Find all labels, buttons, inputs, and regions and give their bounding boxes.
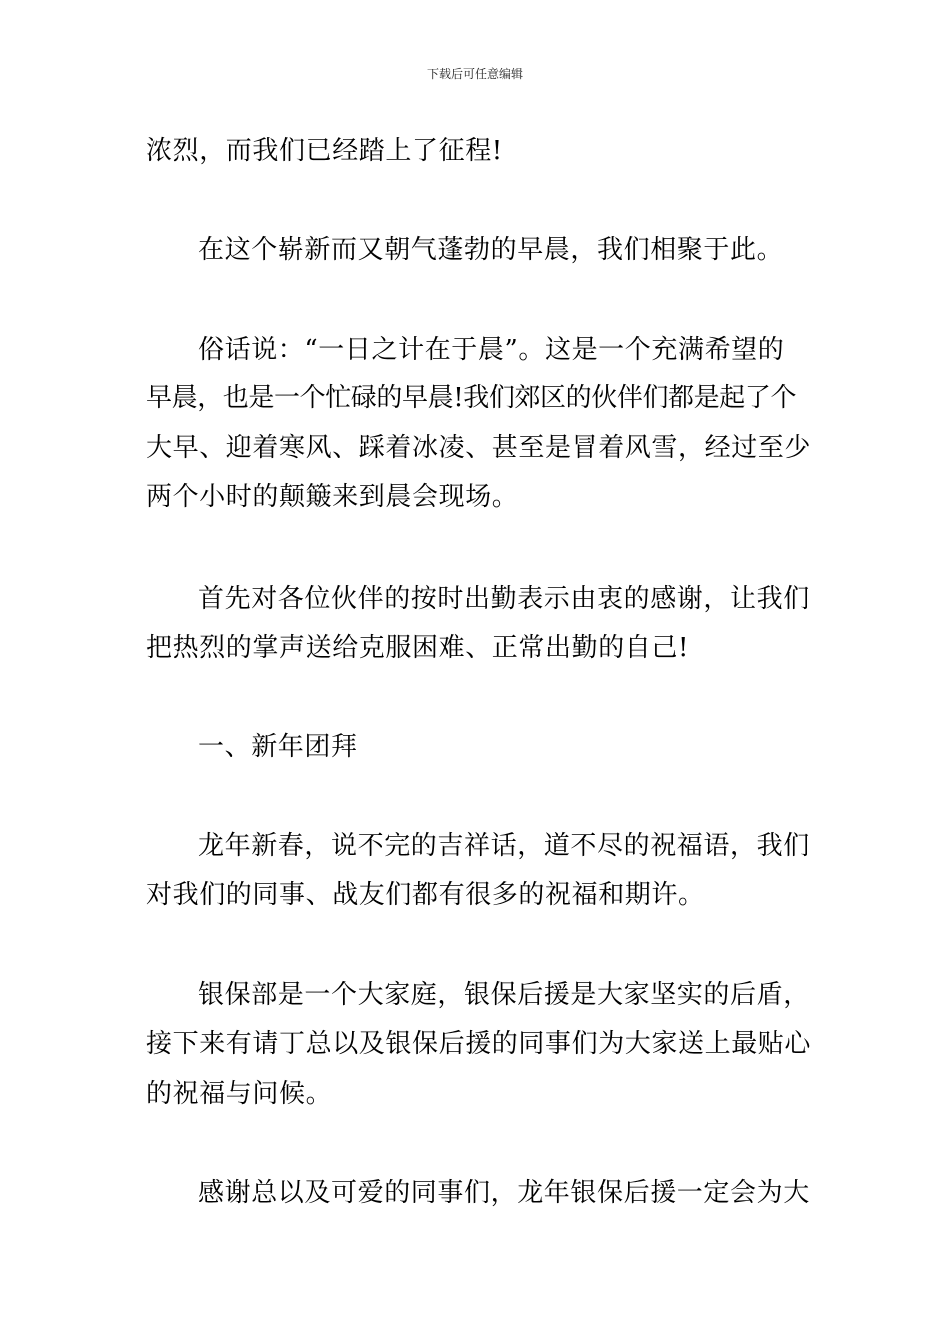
paragraph-first-line: 银保部是一个大家庭，银保后援是大家坚实的后盾，	[198, 980, 810, 1010]
paragraph-first-line: 在这个崭新而又朝气蓬勃的早晨，我们相聚于此。	[198, 235, 784, 265]
text-line: 把热烈的掌声送给克服困难、正常出勤的自己!	[146, 633, 690, 663]
text-line: 早晨，也是一个忙碌的早晨!我们郊区的伙伴们都是起了个	[146, 383, 797, 413]
paragraph-first-line: 感谢总以及可爱的同事们，龙年银保后援一定会为大	[198, 1178, 810, 1208]
text-line: 两个小时的颠簸来到晨会现场。	[146, 482, 519, 512]
section-heading: 一、新年团拜	[198, 732, 358, 762]
text-line: 对我们的同事、战友们都有很多的祝福和期许。	[146, 880, 705, 910]
text-line: 大早、迎着寒风、踩着冰凌、甚至是冒着风雪，经过至少	[146, 433, 812, 463]
text-line: 浓烈，而我们已经踏上了征程!	[146, 136, 503, 166]
paragraph-first-line: 龙年新春，说不完的吉祥话，道不尽的祝福语，我们	[198, 831, 810, 861]
page-header: 下载后可任意编辑	[426, 67, 523, 81]
paragraph-first-line: 俗话说：“一日之计在于晨”。这是一个充满希望的	[198, 335, 785, 365]
text-line: 接下来有请丁总以及银保后援的同事们为大家送上最贴心	[146, 1029, 812, 1059]
text-line: 的祝福与问候。	[146, 1079, 333, 1109]
paragraph-first-line: 首先对各位伙伴的按时出勤表示由衷的感谢，让我们	[198, 584, 810, 614]
